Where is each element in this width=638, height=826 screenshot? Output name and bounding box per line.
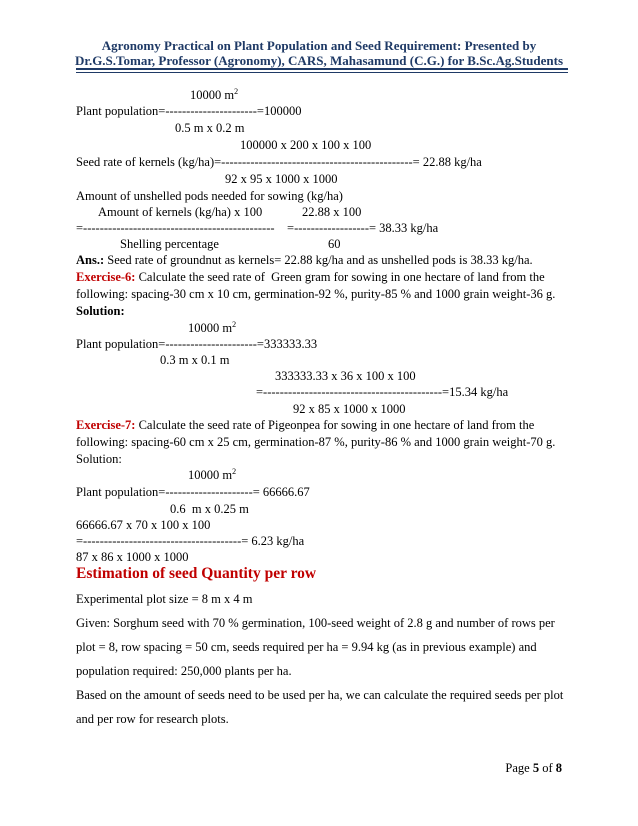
header-line-2: Dr.G.S.Tomar, Professor (Agronomy), CARS, Mahasamund (C.G.) for B.Sc.Ag.Students <box>74 53 564 68</box>
ex6-question-line-2: following: spacing-30 cm x 10 cm, germination-92 %, purity-85 % and 1000 grain weight-36 g. <box>76 287 556 301</box>
plot-size-text: Experimental plot size = 8 m x 4 m <box>76 592 253 606</box>
ex7-label: Exercise-7: <box>76 418 136 432</box>
given-line-3: population required: 250,000 plants per ha. <box>76 664 292 678</box>
ex6-seed-numerator: 333333.33 x 36 x 100 x 100 <box>275 369 416 383</box>
given-line-2: plot = 8, row spacing = 50 cm, seeds required per ha = 9.94 kg (as in previous example) and <box>76 640 537 654</box>
ex7-seed-denominator: 87 x 86 x 1000 x 1000 <box>76 550 189 564</box>
gn-pods-denominator-b: 60 <box>328 237 341 251</box>
gn-pods-numerator-a: Amount of kernels (kg/ha) x 100 <box>98 205 263 219</box>
ex7-solution-label: Solution: <box>76 452 122 466</box>
ex6-seed-rate-line: =-------------------------------------------=15.34 kg/ha <box>256 385 509 399</box>
gn-pods-line: =---------------------------------------------- =------------------= 38.33 kg/ha <box>76 221 439 235</box>
ex6-area: 10000 $m^2$ <box>188 319 237 335</box>
section-heading: Estimation of seed Quantity per row <box>76 565 317 582</box>
gn-answer: Ans.: Seed rate of groundnut as kernels= 22.88 kg/ha and as unshelled pods is 38.33 kg/ha. <box>76 253 533 267</box>
ex6-plant-population: Plant population=----------------------=333333.33 <box>76 337 318 351</box>
based-line-2: and per row for research plots. <box>76 712 229 726</box>
gn-area: 10000 $m^2$ <box>190 86 239 102</box>
gn-seed-denominator: 92 x 95 x 1000 x 1000 <box>225 172 338 186</box>
based-line-1: Based on the amount of seeds need to be used per ha, we can calculate the required seeds per plot <box>76 688 564 702</box>
header-rule-thin <box>76 72 568 73</box>
ex6-seed-denominator: 92 x 85 x 1000 x 1000 <box>293 402 406 416</box>
ex7-question-line-1: Exercise-7: Calculate the seed rate of Pigeonpea for sowing in one hectare of land from the <box>76 418 535 432</box>
gn-pods-title: Amount of unshelled pods needed for sowing (kg/ha) <box>76 189 343 203</box>
header-line-1: Agronomy Practical on Plant Population and Seed Requirement: Presented by <box>101 38 537 53</box>
ex7-seed-numerator: 66666.67 x 70 x 100 x 100 <box>76 518 211 532</box>
ex6-spacing: 0.3 m x 0.1 m <box>160 353 230 367</box>
gn-plant-population: Plant population=----------------------=100000 <box>76 104 302 118</box>
page-number: Page 5 of 8 <box>505 761 562 775</box>
given-line-1: Given: Sorghum seed with 70 % germination, 100-seed weight of 2.8 g and number of rows per <box>76 616 555 630</box>
gn-spacing: 0.5 m x 0.2 m <box>175 121 245 135</box>
gn-seed-numerator: 100000 x 200 x 100 x 100 <box>240 138 372 152</box>
ex7-seed-rate-line: =--------------------------------------= 6.23 kg/ha <box>76 534 305 548</box>
gn-pods-denominator-a: Shelling percentage <box>120 237 219 251</box>
ex7-spacing: 0.6 m x 0.25 m <box>170 502 249 516</box>
ex6-solution-label: Solution: <box>76 304 125 318</box>
ex7-plant-population: Plant population=---------------------= 66666.67 <box>76 485 310 499</box>
ex7-area: 10000 $m^2$ <box>188 466 237 482</box>
gn-seed-rate-line: Seed rate of kernels (kg/ha)=----------------------------------------------= 22.88 kg/ha <box>76 155 482 169</box>
ex6-question-line-1: Exercise-6: Calculate the seed rate of Green gram for sowing in one hectare of land from the <box>76 270 545 284</box>
ex6-label: Exercise-6: <box>76 270 136 284</box>
ex7-question-line-2: following: spacing-60 cm x 25 cm, germination-87 %, purity-86 % and 1000 grain weight-70 g. <box>76 435 556 449</box>
header-rule-thick <box>76 68 568 70</box>
gn-pods-numerator-b: 22.88 x 100 <box>302 205 362 219</box>
